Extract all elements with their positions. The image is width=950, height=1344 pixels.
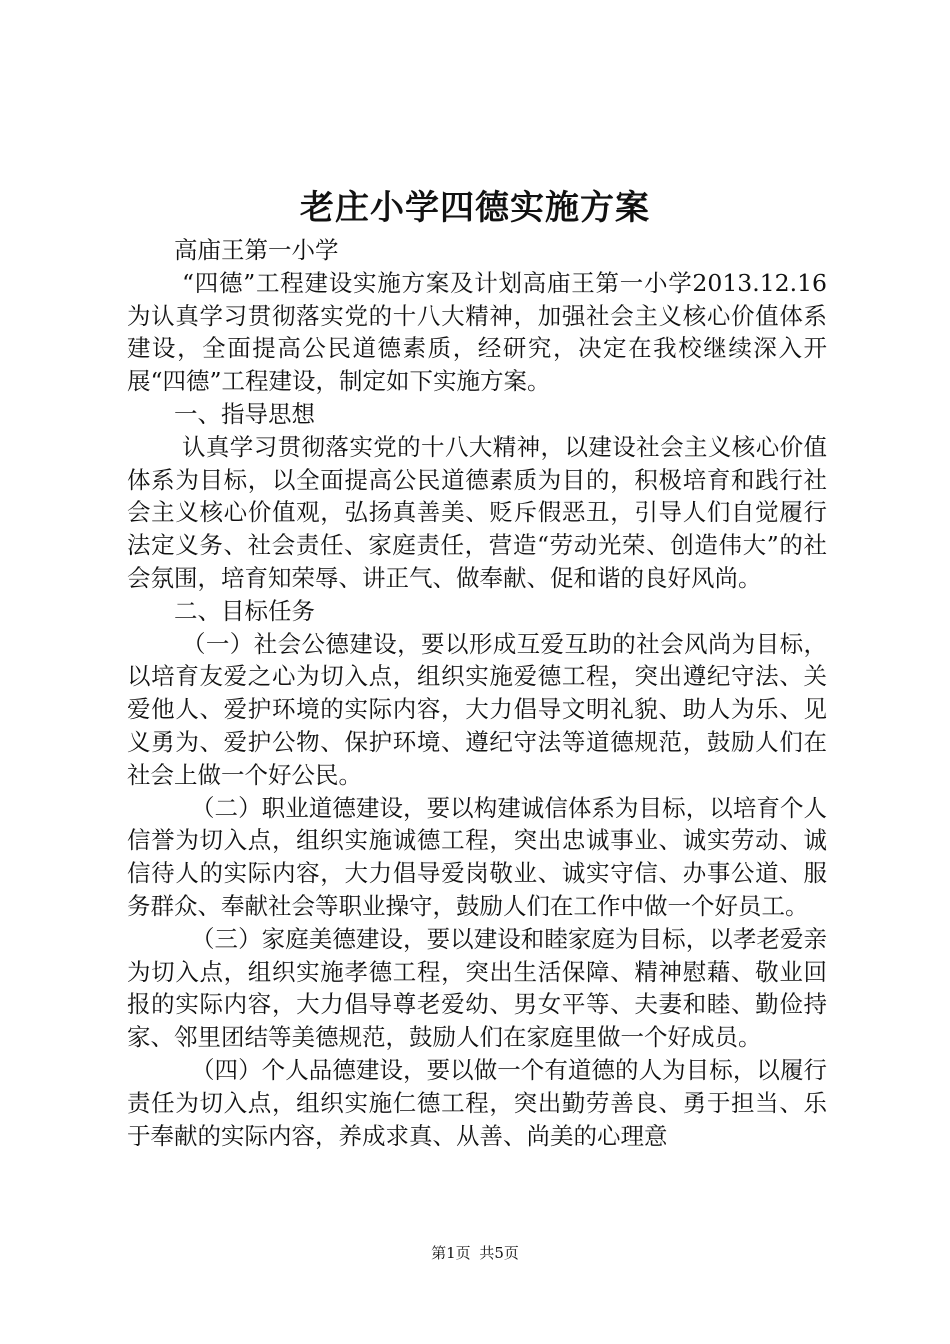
section-heading-goals: 二、目标任务 (174, 596, 315, 625)
page-total: 共5页 (479, 1244, 519, 1262)
guiding-ideology-paragraph: 认真学习贯彻落实党的十八大精神，以建设社会主义核心价值体系为目标，以全面提高公民道德素质为目的，积极培育和践行社会主义核心价值观，弘扬真善美、贬斥假恶丑，引导人们自觉履行法定义务、社会责任、家庭责任，营造“劳动光荣、创造伟大”的社会氛围，培育知荣辱、讲正气、做奉献、促和谐的良好风尚。 (127, 432, 827, 592)
page-footer (0, 1242, 950, 1264)
document-title: 老庄小学四德实施方案 (300, 188, 650, 228)
goal-item-2-paragraph: （二）职业道德建设，要以构建诚信体系为目标，以培育个人信誉为切入点，组织实施诚德工程，突出忠诚事业、诚实劳动、诚信待人的实际内容，大力倡导爱岗敬业、诚实守信、办事公道、服务群众、奉献社会等职业操守，鼓励人们在工作中做一个好员工。 (127, 793, 827, 920)
intro-paragraph: “四德”工程建设实施方案及计划高庙王第一小学2013.12.16为认真学习贯彻落实党的十八大精神，加强社会主义核心价值体系建设，全面提高公民道德素质，经研究，决定在我校继续深入开展“四德”工程建设，制定如下实施方案。 (127, 268, 827, 396)
goal-item-3-paragraph: （三）家庭美德建设，要以建设和睦家庭为目标，以孝老爱亲为切入点，组织实施孝德工程，突出生活保障、精神慰藉、敬业回报的实际内容，大力倡导尊老爱幼、男女平等、夫妻和睦、勤俭持家、邻里团结等美德规范，鼓励人们在家庭里做一个好成员。 (127, 924, 827, 1052)
goal-item-4-paragraph: （四）个人品德建设，要以做一个有道德的人为目标，以履行责任为切入点，组织实施仁德工程，突出勤劳善良、勇于担当、乐于奉献的实际内容，养成求真、从善、尚美的心理意 (127, 1055, 827, 1150)
document-body (127, 234, 827, 1152)
school-name-line: 高庙王第一小学 (174, 236, 339, 264)
goal-item-1-paragraph: （一）社会公德建设，要以形成互爱互助的社会风尚为目标，以培育友爱之心为切入点，组织实施爱德工程，突出遵纪守法、关爱他人、爱护环境的实际内容，大力倡导文明礼貌、助人为乐、见义勇为、爱护公物、保护环境、遵纪守法等道德规范，鼓励人们在社会上做一个好公民。 (127, 629, 827, 789)
section-heading-guiding-ideology: 一、指导思想 (174, 399, 315, 428)
page-number: 第1页 (431, 1244, 471, 1262)
